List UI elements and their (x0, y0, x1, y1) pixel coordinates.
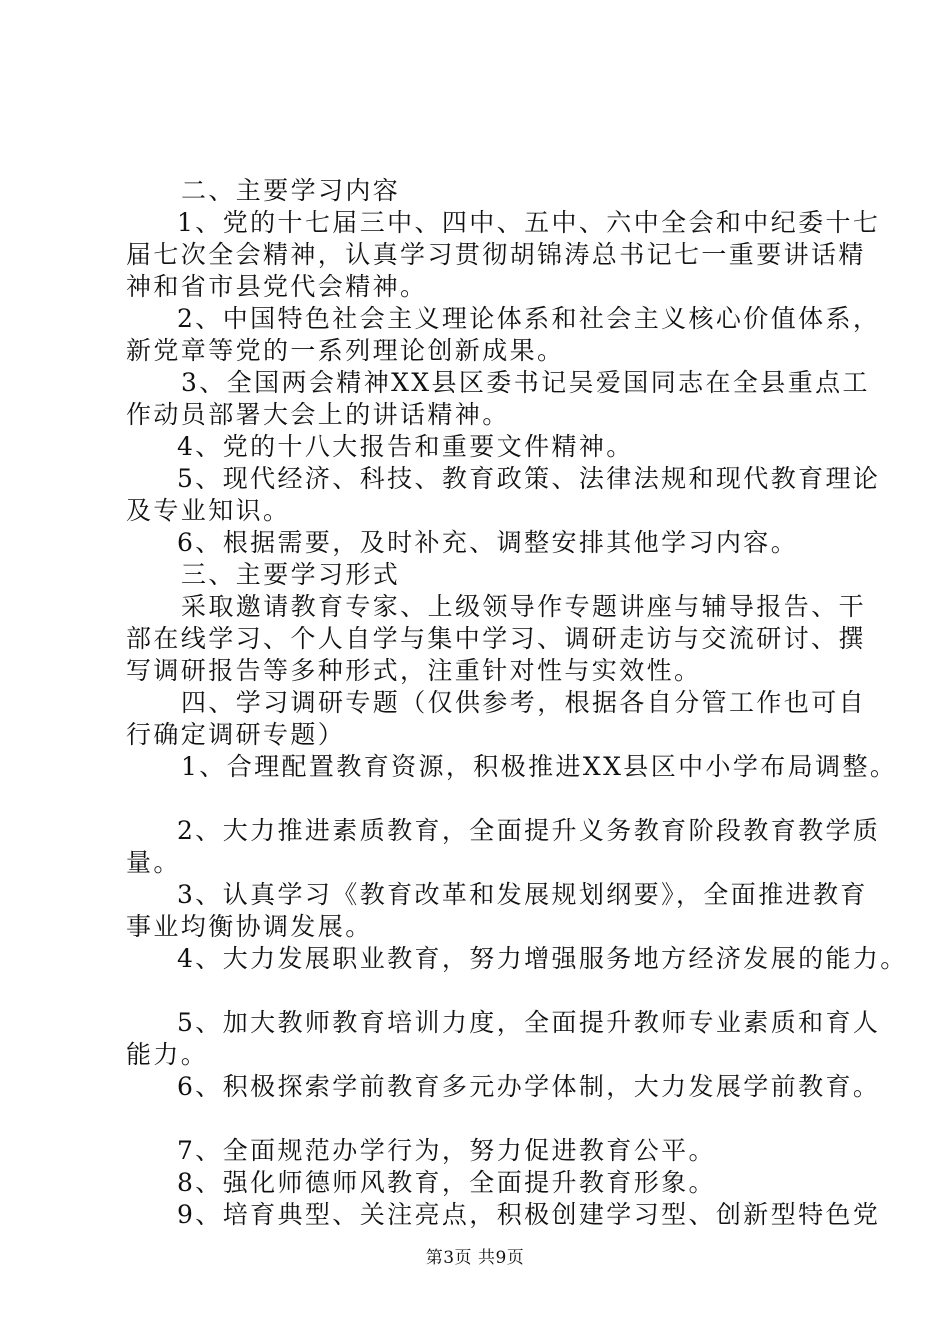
page-number-footer: 第3页 共9页 (425, 1248, 525, 1268)
section-heading-study-form: 三、主要学习形式 (181, 560, 401, 589)
section-heading-research-topics: 四、学习调研专题（仅供参考，根据各自分管工作也可自 (181, 688, 867, 717)
paragraph-line: 2、大力推进素质教育，全面提升义务教育阶段教育教学质 (177, 816, 881, 845)
paragraph-line: 行确定调研专题） (126, 720, 346, 749)
paragraph-line: 3、认真学习《教育改革和发展规划纲要》，全面推进教育 (177, 880, 868, 909)
paragraph-line: 及专业知识。 (126, 496, 291, 525)
paragraph-line: 2、中国特色社会主义理论体系和社会主义核心价值体系， (177, 304, 881, 333)
paragraph-line: 6、根据需要，及时补充、调整安排其他学习内容。 (177, 528, 799, 557)
paragraph-line: 4、党的十八大报告和重要文件精神。 (177, 432, 634, 461)
paragraph-line: 能力。 (126, 1040, 209, 1069)
paragraph-line: 1、党的十七届三中、四中、五中、六中全会和中纪委十七 (177, 208, 881, 237)
paragraph-line: 1、合理配置教育资源，积极推进XX县区中小学布局调整。 (181, 752, 898, 781)
paragraph-line: 作动员部署大会上的讲话精神。 (126, 400, 510, 429)
paragraph-line: 写调研报告等多种形式，注重针对性与实效性。 (126, 656, 702, 685)
paragraph-line: 神和省市县党代会精神。 (126, 272, 428, 301)
paragraph-line: 5、现代经济、科技、教育政策、法律法规和现代教育理论 (177, 464, 881, 493)
paragraph-line: 事业均衡协调发展。 (126, 912, 373, 941)
paragraph-line: 采取邀请教育专家、上级领导作专题讲座与辅导报告、干 (181, 592, 867, 621)
paragraph-line: 届七次全会精神，认真学习贯彻胡锦涛总书记七一重要讲话精 (126, 240, 866, 269)
section-heading-main-content: 二、主要学习内容 (181, 176, 401, 205)
paragraph-line: 部在线学习、个人自学与集中学习、调研走访与交流研讨、撰 (126, 624, 866, 653)
paragraph-line: 8、强化师德师风教育，全面提升教育形象。 (177, 1168, 716, 1197)
paragraph-line: 4、大力发展职业教育，努力增强服务地方经济发展的能力。 (177, 944, 908, 973)
paragraph-line: 6、积极探索学前教育多元办学体制，大力发展学前教育。 (177, 1072, 881, 1101)
paragraph-line: 5、加大教师教育培训力度，全面提升教师专业素质和育人 (177, 1008, 881, 1037)
paragraph-line: 量。 (126, 848, 181, 877)
paragraph-line: 7、全面规范办学行为，努力促进教育公平。 (177, 1136, 716, 1165)
paragraph-line: 新党章等党的一系列理论创新成果。 (126, 336, 565, 365)
paragraph-line: 3、全国两会精神XX县区委书记吴爱国同志在全县重点工 (181, 368, 870, 397)
paragraph-line: 9、培育典型、关注亮点，积极创建学习型、创新型特色党 (177, 1200, 881, 1229)
